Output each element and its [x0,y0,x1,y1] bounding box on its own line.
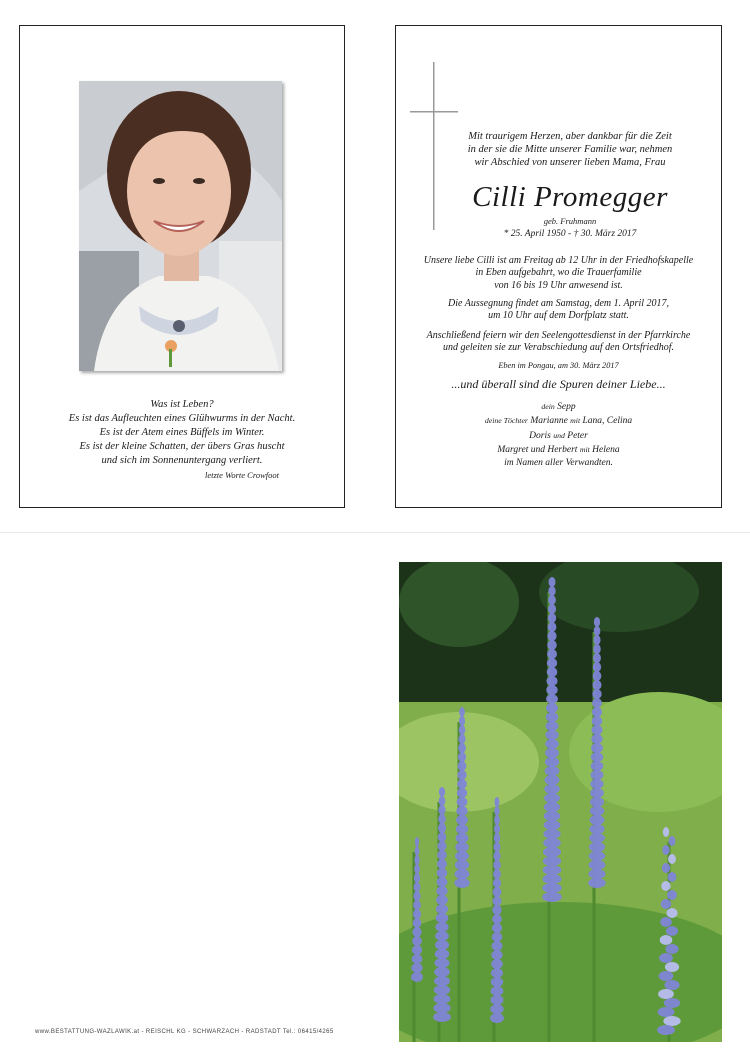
footer-text: www.BESTATTUNG-WAZLAWIK.at - REISCHL KG - SCHWARZACH - RADSTADT Tel.: 06415/4265 [35,1029,334,1035]
intro-text [420,130,720,169]
deceased-name: Cilli Promegger [472,181,668,213]
family-name: Helena [592,444,620,455]
poem-line: Was ist Leben? [150,399,214,410]
left-card [19,25,345,508]
paragraph-line: um 10 Uhr auf dem Dorfplatz statt. [488,310,629,322]
family-name: Doris [529,430,551,441]
family-list [396,400,721,470]
viewing-paragraph [396,255,721,292]
poem-attribution: letzte Worte Crowfoot [205,470,279,480]
intro-line: Mit traurigem Herzen, aber dankbar für die Zeit [468,131,672,142]
family-connector: mit [570,416,581,426]
family-line [396,443,721,457]
family-connector: und [553,430,565,440]
family-line [396,414,721,428]
love-line: ...und überall sind die Spuren deiner Liebe... [451,377,666,391]
family-name: Margret und Herbert [497,444,578,455]
family-prefix: dein [541,402,555,411]
family-closing: im Namen aller Verwandten. [504,458,613,469]
fold-line [0,532,750,533]
paragraph-line: von 16 bis 19 Uhr anwesend ist. [494,279,623,291]
paragraph-line: Die Aussegnung findet am Samstag, dem 1. April 2017, [447,298,669,309]
poem-line: Es ist der kleine Schatten, der übers Gras huscht [79,441,285,452]
intro-line: in der sie die Mitte unserer Familie war, nehmen [467,144,673,155]
poem-line: Es ist der Atem eines Büffels im Winter. [99,427,265,438]
life-dates: * 25. April 1950 - † 30. März 2017 [503,229,637,239]
family-line [396,429,721,443]
service-paragraph [396,330,721,355]
paragraph-line: in Eben aufgebahrt, wo die Trauerfamilie [475,267,642,279]
paragraph-line: Anschließend feiern wir den Seelengottesdienst in der Pfarrkirche [426,330,691,341]
family-name: Peter [567,430,588,441]
family-prefix: deine Töchter [484,416,528,426]
right-card [395,25,722,508]
family-name: Marianne [530,416,568,427]
family-name: Lana, Celina [582,416,633,427]
poem-line: Es ist das Aufleuchten eines Glühwurms in der Nacht. [68,413,296,424]
family-line [396,400,721,414]
family-connector: mit [579,444,590,454]
place-date: Eben im Pongau, am 30. März 2017 [498,361,619,370]
poem [20,398,344,482]
lupine-photo [399,562,722,1042]
blessing-paragraph [396,298,721,323]
intro-line: wir Abschied von unserer lieben Mama, Frau [474,157,666,168]
family-name: Sepp [557,402,576,412]
birth-name: geb. Fruhmann [543,216,597,226]
paragraph-line: Unsere liebe Cilli ist am Freitag ab 12 Uhr in der Friedhofskapelle [423,255,694,266]
portrait-photo [79,81,282,371]
poem-line: und sich im Sonnenuntergang verliert. [101,455,263,466]
paragraph-line: und geleiten sie zur Verabschiedung auf den Ortsfriedhof. [442,342,675,354]
